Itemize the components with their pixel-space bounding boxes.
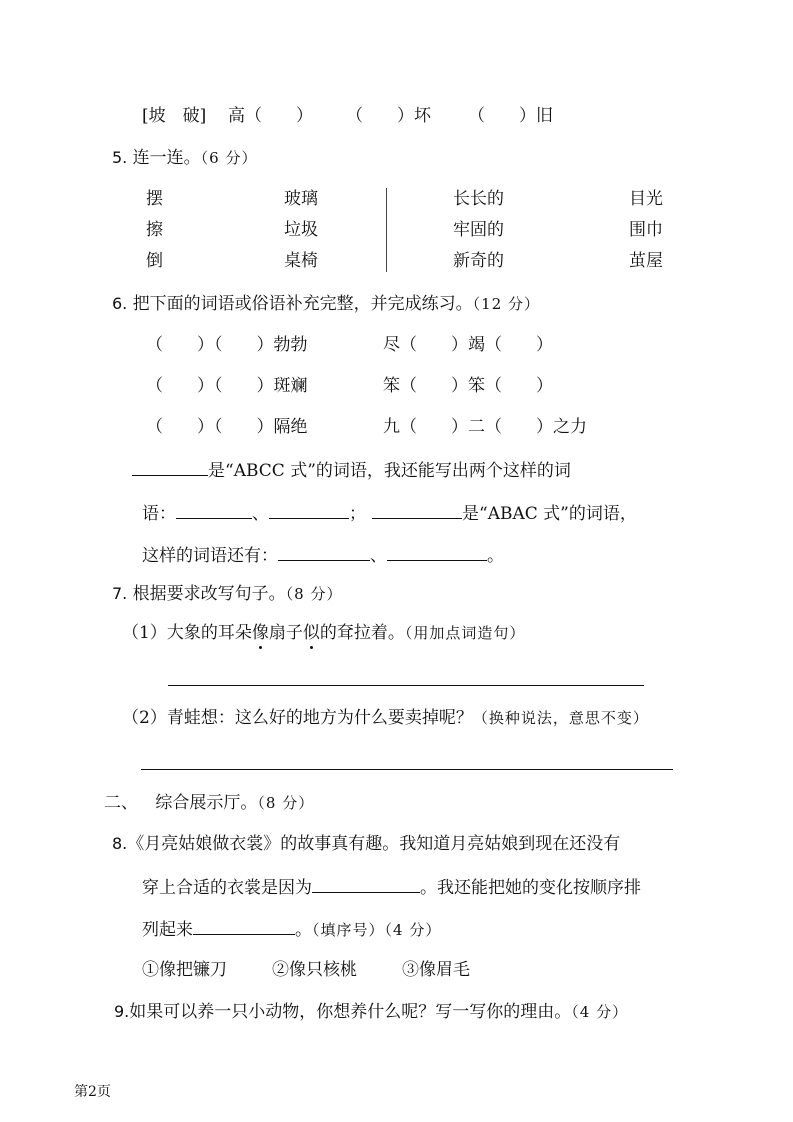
answer-line-1[interactable] — [168, 685, 644, 686]
idiom-row-2-right: 九（ ）二（ ）之力 — [383, 417, 587, 437]
idiom-row-1-right: 笨（ ）笨（ ） — [383, 376, 553, 396]
q9-text: 如果可以养一只小动物，你想养什么呢？写一写你的理由。 — [129, 1002, 572, 1022]
answer-blank[interactable] — [278, 546, 370, 561]
separator: 、 — [252, 504, 269, 524]
blank-item-jiu: （ ）旧 — [468, 106, 553, 126]
dotted-word: 像 — [251, 623, 269, 643]
match-right-b-2[interactable]: 茧屋 — [629, 251, 663, 271]
q8-text: 。我还能把她的变化按顺序排 — [420, 878, 641, 898]
match-right-b-0[interactable]: 目光 — [629, 189, 663, 209]
match-left-b-1[interactable]: 垃圾 — [284, 220, 318, 240]
answer-blank[interactable] — [372, 504, 462, 519]
sub-label: （1） — [122, 623, 167, 643]
sentence: 青蛙想：这么好的地方为什么要卖掉呢？ — [166, 708, 473, 728]
q6-line-3-prefix: 这样的词语还有： — [142, 546, 278, 566]
question-title: 连一连。 — [132, 148, 201, 168]
q8-option-0: ①像把镰刀 — [142, 960, 227, 980]
answer-blank[interactable] — [132, 461, 208, 476]
q7-sub-2 — [122, 710, 649, 727]
q8-line-2 — [142, 878, 641, 897]
sub-label: （2） — [122, 708, 167, 728]
section-number: 二、 — [104, 793, 138, 813]
match-left-b-0[interactable]: 玻璃 — [284, 189, 318, 209]
question-number: 8. — [112, 834, 128, 853]
answer-blank[interactable] — [312, 878, 420, 893]
requirement-note: （换种说法，意思不变） — [472, 709, 649, 727]
match-right-a-2[interactable]: 新奇的 — [453, 251, 504, 271]
q8-option-1: ②像只核桃 — [272, 960, 357, 980]
q9-line — [114, 1004, 628, 1021]
section-title: 综合展示厅。 — [155, 793, 258, 813]
question-5-heading — [112, 150, 257, 167]
q6-line-1 — [132, 461, 571, 480]
q6-line-1-text: 是“ABCC 式”的词语，我还能写出两个这样的词 — [208, 461, 571, 481]
q8-line-3 — [142, 920, 441, 939]
question-score: （8 分） — [285, 585, 343, 603]
q8-text: 《月亮姑娘做衣裳》的故事真有趣。我知道月亮姑娘到现在还没有 — [127, 834, 621, 854]
match-left-a-2[interactable]: 倒 — [146, 251, 163, 271]
q8-option-2: ③像眉毛 — [402, 960, 470, 980]
requirement-note: （用加点词造句） — [404, 624, 526, 642]
match-right-a-1[interactable]: 牢固的 — [453, 220, 504, 240]
match-left-b-2[interactable]: 桌椅 — [284, 251, 318, 271]
match-right-b-1[interactable]: 围巾 — [629, 220, 663, 240]
q8-text: 。 — [295, 920, 312, 940]
section-score: （8 分） — [257, 794, 315, 812]
question-number: 7. — [112, 584, 128, 603]
answer-blank[interactable] — [269, 504, 349, 519]
fill-note: （填序号） — [312, 921, 385, 939]
q6-line-2 — [142, 504, 637, 523]
question-7-heading — [112, 586, 342, 603]
q7-sub-1 — [122, 625, 525, 642]
dotted-word: 似 — [302, 623, 320, 643]
question-score: （4 分） — [571, 1003, 629, 1021]
question-score: （12 分） — [472, 295, 541, 313]
q6-line-3 — [142, 546, 504, 565]
answer-blank[interactable] — [193, 920, 295, 935]
answer-blank[interactable] — [176, 504, 252, 519]
sentence-part: 的耷拉着。 — [319, 623, 405, 643]
question-6-heading — [112, 296, 540, 313]
match-left-a-0[interactable]: 摆 — [146, 189, 163, 209]
q6-line-2-suffix: 是“ABAC 式”的词语， — [462, 504, 637, 524]
separator: 、 — [370, 546, 387, 566]
question-score: （6 分） — [200, 149, 258, 167]
q8-text: 列起来 — [142, 920, 193, 940]
match-right-a-0[interactable]: 长长的 — [453, 189, 504, 209]
sentence-part: 大象的耳朵 — [166, 623, 252, 643]
separator: ； — [349, 504, 366, 524]
page-number: 第2页 — [74, 1084, 111, 1100]
q8-line-1 — [112, 836, 620, 853]
idiom-row-0-right: 尽（ ）竭（ ） — [383, 335, 553, 355]
question-number: 5. — [112, 148, 128, 167]
match-divider — [386, 188, 387, 272]
question-score: （4 分） — [384, 921, 442, 939]
idiom-row-1-left: （ ）（ ）斑斓 — [146, 376, 308, 396]
answer-blank[interactable] — [387, 546, 487, 561]
question-number: 9. — [114, 1002, 130, 1021]
blank-item-gao: 高（ ） — [228, 106, 313, 126]
section-2-heading — [104, 795, 314, 812]
q6-line-2-prefix: 语： — [142, 504, 176, 524]
answer-line-2[interactable] — [141, 769, 673, 770]
blank-item-huai: （ ）坏 — [346, 106, 431, 126]
idiom-row-2-left: （ ）（ ）隔绝 — [146, 417, 308, 437]
match-left-a-1[interactable]: 擦 — [146, 220, 163, 240]
idiom-row-0-left: （ ）（ ）勃勃 — [146, 335, 308, 355]
question-title: 把下面的词语或俗语补充完整，并完成练习。 — [132, 294, 473, 314]
question-title: 根据要求改写句子。 — [132, 584, 286, 604]
sentence-part: 扇子 — [268, 623, 303, 643]
period: 。 — [487, 546, 504, 566]
q8-text: 穿上合适的衣裳是因为 — [142, 878, 312, 898]
word-choice-bracket: [坡 破] — [142, 106, 207, 126]
question-number: 6. — [112, 294, 128, 313]
